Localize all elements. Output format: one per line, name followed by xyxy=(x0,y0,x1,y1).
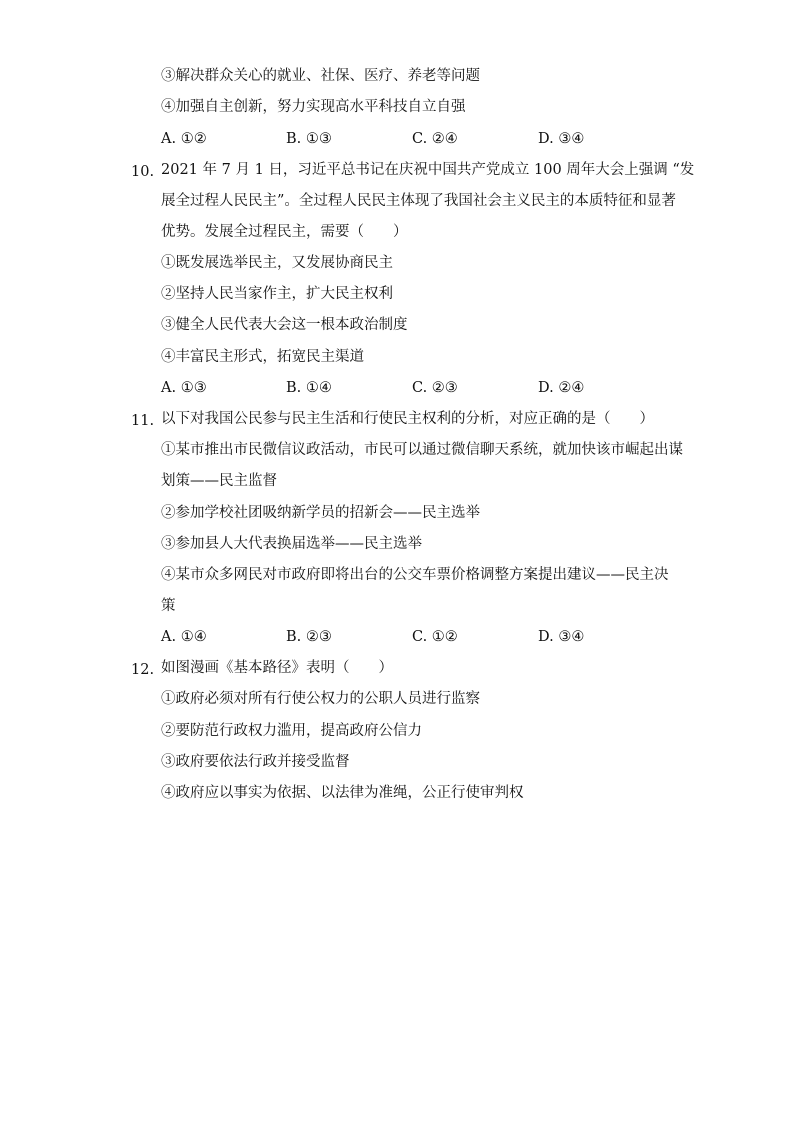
question-11-number: 11. xyxy=(131,413,155,429)
question-10-statement-1: ①既发展选举民主，又发展协商民主 xyxy=(161,255,393,271)
question-11-statement-1-line-2: 划策——民主监督 xyxy=(161,473,277,489)
question-11-option-a[interactable]: A. ①④ xyxy=(161,629,207,645)
question-12-number: 12. xyxy=(131,662,155,678)
question-12-statement-4: ④政府应以事实为依据、以法律为准绳，公正行使审判权 xyxy=(161,785,524,801)
question-10-number: 10. xyxy=(131,164,155,180)
q9-statement-4: ④加强自主创新，努力实现高水平科技自立自强 xyxy=(161,99,466,115)
question-10-statement-2: ②坚持人民当家作主，扩大民主权利 xyxy=(161,286,393,302)
question-11-option-d[interactable]: D. ③④ xyxy=(538,629,585,645)
question-11-stem: 以下对我国公民参与民主生活和行使民主权利的分析，对应正确的是（ ） xyxy=(161,411,654,427)
question-11-statement-4-line-2: 策 xyxy=(161,598,176,614)
q9-statement-3: ③解决群众关心的就业、社保、医疗、养老等问题 xyxy=(161,68,480,84)
question-10-statement-4: ④丰富民主形式，拓宽民主渠道 xyxy=(161,349,364,365)
question-12-statement-1: ①政府必须对所有行使公权力的公职人员进行监察 xyxy=(161,691,480,707)
question-10-stem-line-1: 2021 年 7 月 1 日，习近平总书记在庆祝中国共产党成立 100 周年大会上强调 “发 xyxy=(161,162,695,178)
question-12-stem: 如图漫画《基本路径》表明（ ） xyxy=(161,660,393,676)
q9-option-d[interactable]: D. ③④ xyxy=(538,131,585,147)
question-11-option-c[interactable]: C. ①② xyxy=(412,629,458,645)
question-11-statement-2: ②参加学校社团吸纳新学员的招新会——民主选举 xyxy=(161,505,480,521)
question-11-statement-3: ③参加县人大代表换届选举——民主选举 xyxy=(161,536,422,552)
question-12-statement-2: ②要防范行政权力滥用，提高政府公信力 xyxy=(161,723,422,739)
q9-option-b[interactable]: B. ①③ xyxy=(286,131,332,147)
question-11-statement-1-line-1: ①某市推出市民微信议政活动，市民可以通过微信聊天系统，就加快该市崛起出谋 xyxy=(161,442,683,458)
question-10-stem-line-2: 展全过程人民民主”。全过程人民民主体现了我国社会主义民主的本质特征和显著 xyxy=(161,193,676,209)
question-11-statement-4-line-1: ④某市众多网民对市政府即将出台的公交车票价格调整方案提出建议——民主决 xyxy=(161,567,669,583)
question-10-option-d[interactable]: D. ②④ xyxy=(538,380,585,396)
question-10-option-b[interactable]: B. ①④ xyxy=(286,380,332,396)
question-10-statement-3: ③健全人民代表大会这一根本政治制度 xyxy=(161,317,408,333)
question-10-option-c[interactable]: C. ②③ xyxy=(412,380,458,396)
q9-option-a[interactable]: A. ①② xyxy=(161,131,207,147)
question-10-stem-line-3: 优势。发展全过程民主，需要（ ） xyxy=(161,224,408,240)
q9-option-c[interactable]: C. ②④ xyxy=(412,131,458,147)
question-11-option-b[interactable]: B. ②③ xyxy=(286,629,332,645)
question-10-option-a[interactable]: A. ①③ xyxy=(161,380,207,396)
question-12-statement-3: ③政府要依法行政并接受监督 xyxy=(161,754,350,770)
